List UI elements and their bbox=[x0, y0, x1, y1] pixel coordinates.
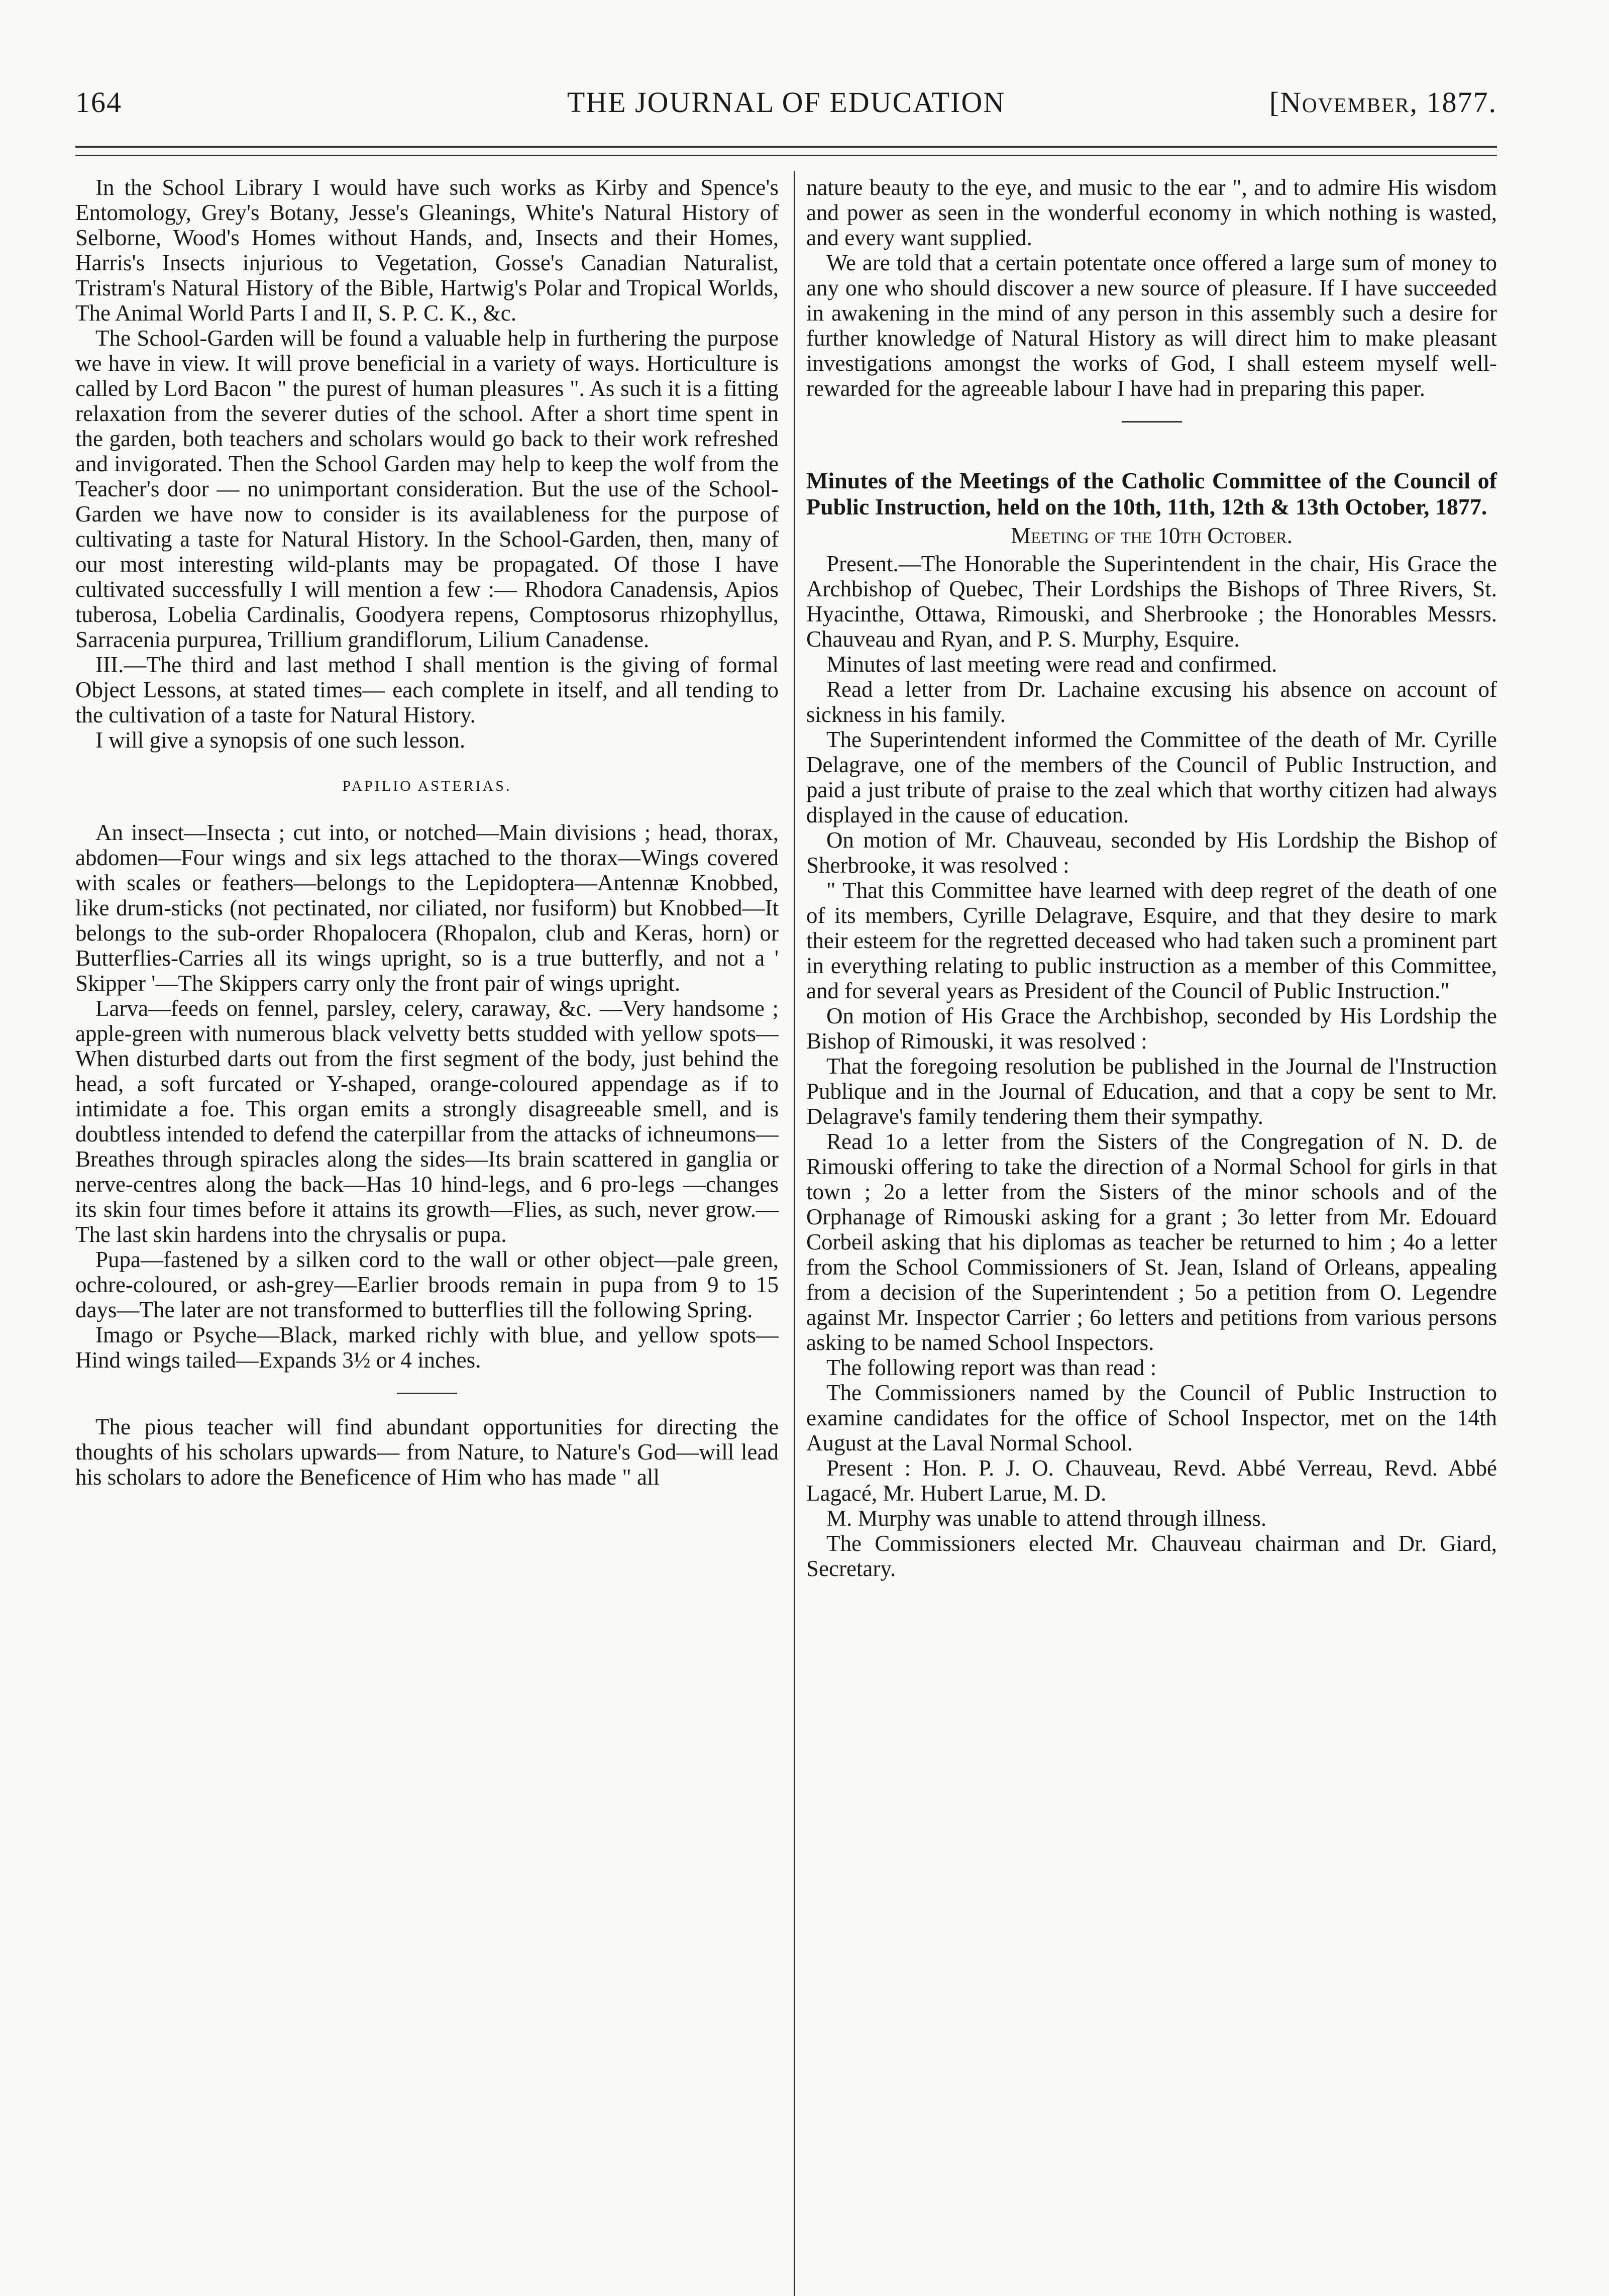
journal-title: THE JOURNAL OF EDUCATION bbox=[567, 86, 1006, 119]
paragraph: On motion of His Grace the Archbishop, seconded by His Lordship the Bishop of Rimouski, it was resolved : bbox=[806, 1003, 1497, 1054]
right-column bbox=[806, 175, 1497, 1581]
paragraph: The pious teacher will find abundant opportunities for directing the thoughts of his scholars upwards— from Nature, to Nature's God—will lead his scholars to adore the Beneficence of Him who has made " all bbox=[75, 1414, 779, 1490]
column-divider bbox=[794, 171, 795, 2296]
paragraph: I will give a synopsis of one such lesson. bbox=[95, 727, 466, 753]
paragraph: The Commissioners named by the Council of Public Instruction to examine candidates for the office of School Inspector, met on the 14th August at the Laval Normal School. bbox=[806, 1380, 1497, 1455]
section-divider bbox=[1122, 421, 1182, 423]
paragraph: In the School Library I would have such works as Kirby and Spence's Entomology, Grey's Botany, Jesse's Gleanings, White's Natural History of Selborne, Wood's Homes without Hands, and, Insects and their Homes, Harris's Insects injurious to Vegetation, Gosse's Canadian Naturalist, Tristram's Natural History of the Bible, Hartwig's Polar and Tropical Worlds, The Animal World Parts I and II, S. P. C. K., &c. bbox=[75, 175, 779, 326]
paragraph: Larva—feeds on fennel, parsley, celery, caraway, &c. —Very handsome ; apple-green with numerous black velvetty betts studded with yellow spots—When disturbed darts out from the first segment of the body, just behind the head, a soft furcated or Y-shaped, orange-coloured appendage as if to intimidate a foe. This organ emits a strongly disagreeable smell, and is doubtless intended to defend the caterpillar from the attacks of ichneumons—Breathes through spiracles along the sides—Its brain scattered in ganglia or nerve-centres along the back—Has 10 hind-legs, and 6 pro-legs —changes its skin four times before it attains its growth—Flies, as such, never grow.—The last skin hardens into the chrysalis or pupa. bbox=[75, 996, 779, 1247]
paragraph: On motion of Mr. Chauveau, seconded by His Lordship the Bishop of Sherbrooke, it was resolved : bbox=[806, 827, 1497, 878]
left-column bbox=[75, 175, 779, 1490]
paragraph: III.—The third and last method I shall mention is the giving of formal Object Lessons, at stated times— each complete in itself, and all tending to the cultivation of a taste for Natural History. bbox=[75, 652, 779, 727]
paragraph: Present.—The Honorable the Superintendent in the chair, His Grace the Archbishop of Quebec, Their Lordships the Bishops of Three Rivers, St. Hyacinthe, Ottawa, Rimouski, and Sherbrooke ; the Honorables Messrs. Chauveau and Ryan, and P. S. Murphy, Esquire. bbox=[806, 551, 1497, 652]
section-divider bbox=[397, 1393, 457, 1394]
paragraph: Pupa—fastened by a silken cord to the wall or other object—pale green, ochre-coloured, or ash-grey—Earlier broods remain in pupa from 9 to 15 days—The later are not transformed to butterflies till the following Spring. bbox=[75, 1247, 779, 1322]
paragraph: We are told that a certain potentate once offered a large sum of money to any one who should discover a new source of pleasure. If I have succeeded in awakening in the mind of any person in this assembly such a desire for further knowledge of Natural History as will direct him to make pleasant investigations amongst the works of God, I shall esteem myself well-rewarded for the agreeable labour I have had in preparing this paper. bbox=[806, 250, 1497, 401]
paragraph: The School-Garden will be found a valuable help in furthering the purpose we have in view. It will prove beneficial in a variety of ways. Horticulture is called by Lord Bacon " the purest of human pleasures ". As such it is a fitting relaxation from the severer duties of the school. After a short time spent in the garden, both teachers and scholars would go back to their work refreshed and invigorated. Then the School Garden may help to keep the wolf from the Teacher's door — no unimportant consideration. But the use of the School-Garden we have now to consider is its availableness for the purpose of cultivating a taste for Natural History. In the School-Garden, then, many of our most interesting wild-plants may be propagated. Of those I have cultivated successfully I will mention a few :— Rhodora Canadensis, Apios tuberosa, Lobelia Cardinalis, Goodyera repens, Comptosorus rhizophyllus, Sarracenia purpurea, Trillium grandiflorum, Lilium Canadense. bbox=[75, 326, 779, 652]
paragraph: Imago or Psyche—Black, marked richly with blue, and yellow spots—Hind wings tailed—Expands 3½ or 4 inches. bbox=[75, 1322, 779, 1373]
lesson-title: PAPILIO ASTERIAS. bbox=[342, 778, 512, 794]
header-rule bbox=[75, 146, 1497, 148]
paragraph: An insect—Insecta ; cut into, or notched—Main divisions ; head, thorax, abdomen—Four wings and six legs attached to the thorax—Wings covered with scales or feathers—belongs to the Lepidoptera—Antennæ Knobbed, like drum-sticks (not pectinated, nor ciliated, nor fusiform) but Knobbed—It belongs to the sub-order Rhopalocera (Rhopalon, club and Keras, horn) or Butterflies-Carries all its wings upright, so is a true butterfly, and not a ' Skipper '—The Skippers carry only the front pair of wings upright. bbox=[75, 820, 779, 996]
minutes-heading: Minutes of the Meetings of the Catholic Committee of the Council of Public Instruction, held on the 10th, 11th, 12th & 13th October, 1877. bbox=[806, 468, 1497, 519]
paragraph: M. Murphy was unable to attend through illness. bbox=[826, 1506, 1267, 1531]
paragraph: That the foregoing resolution be published in the Journal de l'Instruction Publique and in the Journal of Education, and that a copy be sent to Mr. Delagrave's family tendering them their sympathy. bbox=[806, 1054, 1497, 1129]
paragraph: The Commissioners elected Mr. Chauveau chairman and Dr. Giard, Secretary. bbox=[806, 1531, 1497, 1581]
paragraph: Read 1o a letter from the Sisters of the Congregation of N. D. de Rimouski offering to take the direction of a Normal School for girls in that town ; 2o a letter from the Sisters of the minor schools and of the Orphanage of Rimouski asking for a grant ; 3o letter from Mr. Edouard Corbeil asking that his diplomas as teacher be returned to him ; 4o a letter from the School Commissioners of St. Jean, Island of Orleans, appealing from a decision of the Superintendent ; 5o a petition from O. Legendre against Mr. Inspector Carrier ; 6o letters and petitions from various persons asking to be named School Inspectors. bbox=[806, 1129, 1497, 1355]
paragraph: Read a letter from Dr. Lachaine excusing his absence on account of sickness in his family. bbox=[806, 677, 1497, 727]
meeting-subheading: Meeting of the 10th October. bbox=[1011, 523, 1293, 548]
page-number: 164 bbox=[75, 86, 122, 119]
paragraph: Minutes of last meeting were read and confirmed. bbox=[826, 652, 1277, 677]
paragraph: The following report was than read : bbox=[826, 1355, 1157, 1380]
issue-date: [November, 1877. bbox=[1269, 86, 1497, 119]
paragraph: The Superintendent informed the Committee of the death of Mr. Cyrille Delagrave, one of the members of the Council of Public Instruction, and paid a just tribute of praise to the zeal which that worthy citizen had always displayed in the cause of education. bbox=[806, 727, 1497, 827]
paragraph: Present : Hon. P. J. O. Chauveau, Revd. Abbé Verreau, Revd. Abbé Lagacé, Mr. Hubert Larue, M. D. bbox=[806, 1455, 1497, 1506]
paragraph: " That this Committee have learned with deep regret of the death of one of its members, Cyrille Delagrave, Esquire, and that they desire to mark their esteem for the regretted deceased who had taken such a prominent part in everything relating to public instruction as a member of this Committee, and for several years as President of the Council of Public Instruction." bbox=[806, 878, 1497, 1003]
header-rule-thin bbox=[75, 155, 1497, 156]
paragraph: nature beauty to the eye, and music to the ear ", and to admire His wisdom and power as seen in the wonderful economy in which nothing is wasted, and every want supplied. bbox=[806, 175, 1497, 250]
page-header bbox=[75, 85, 1497, 131]
